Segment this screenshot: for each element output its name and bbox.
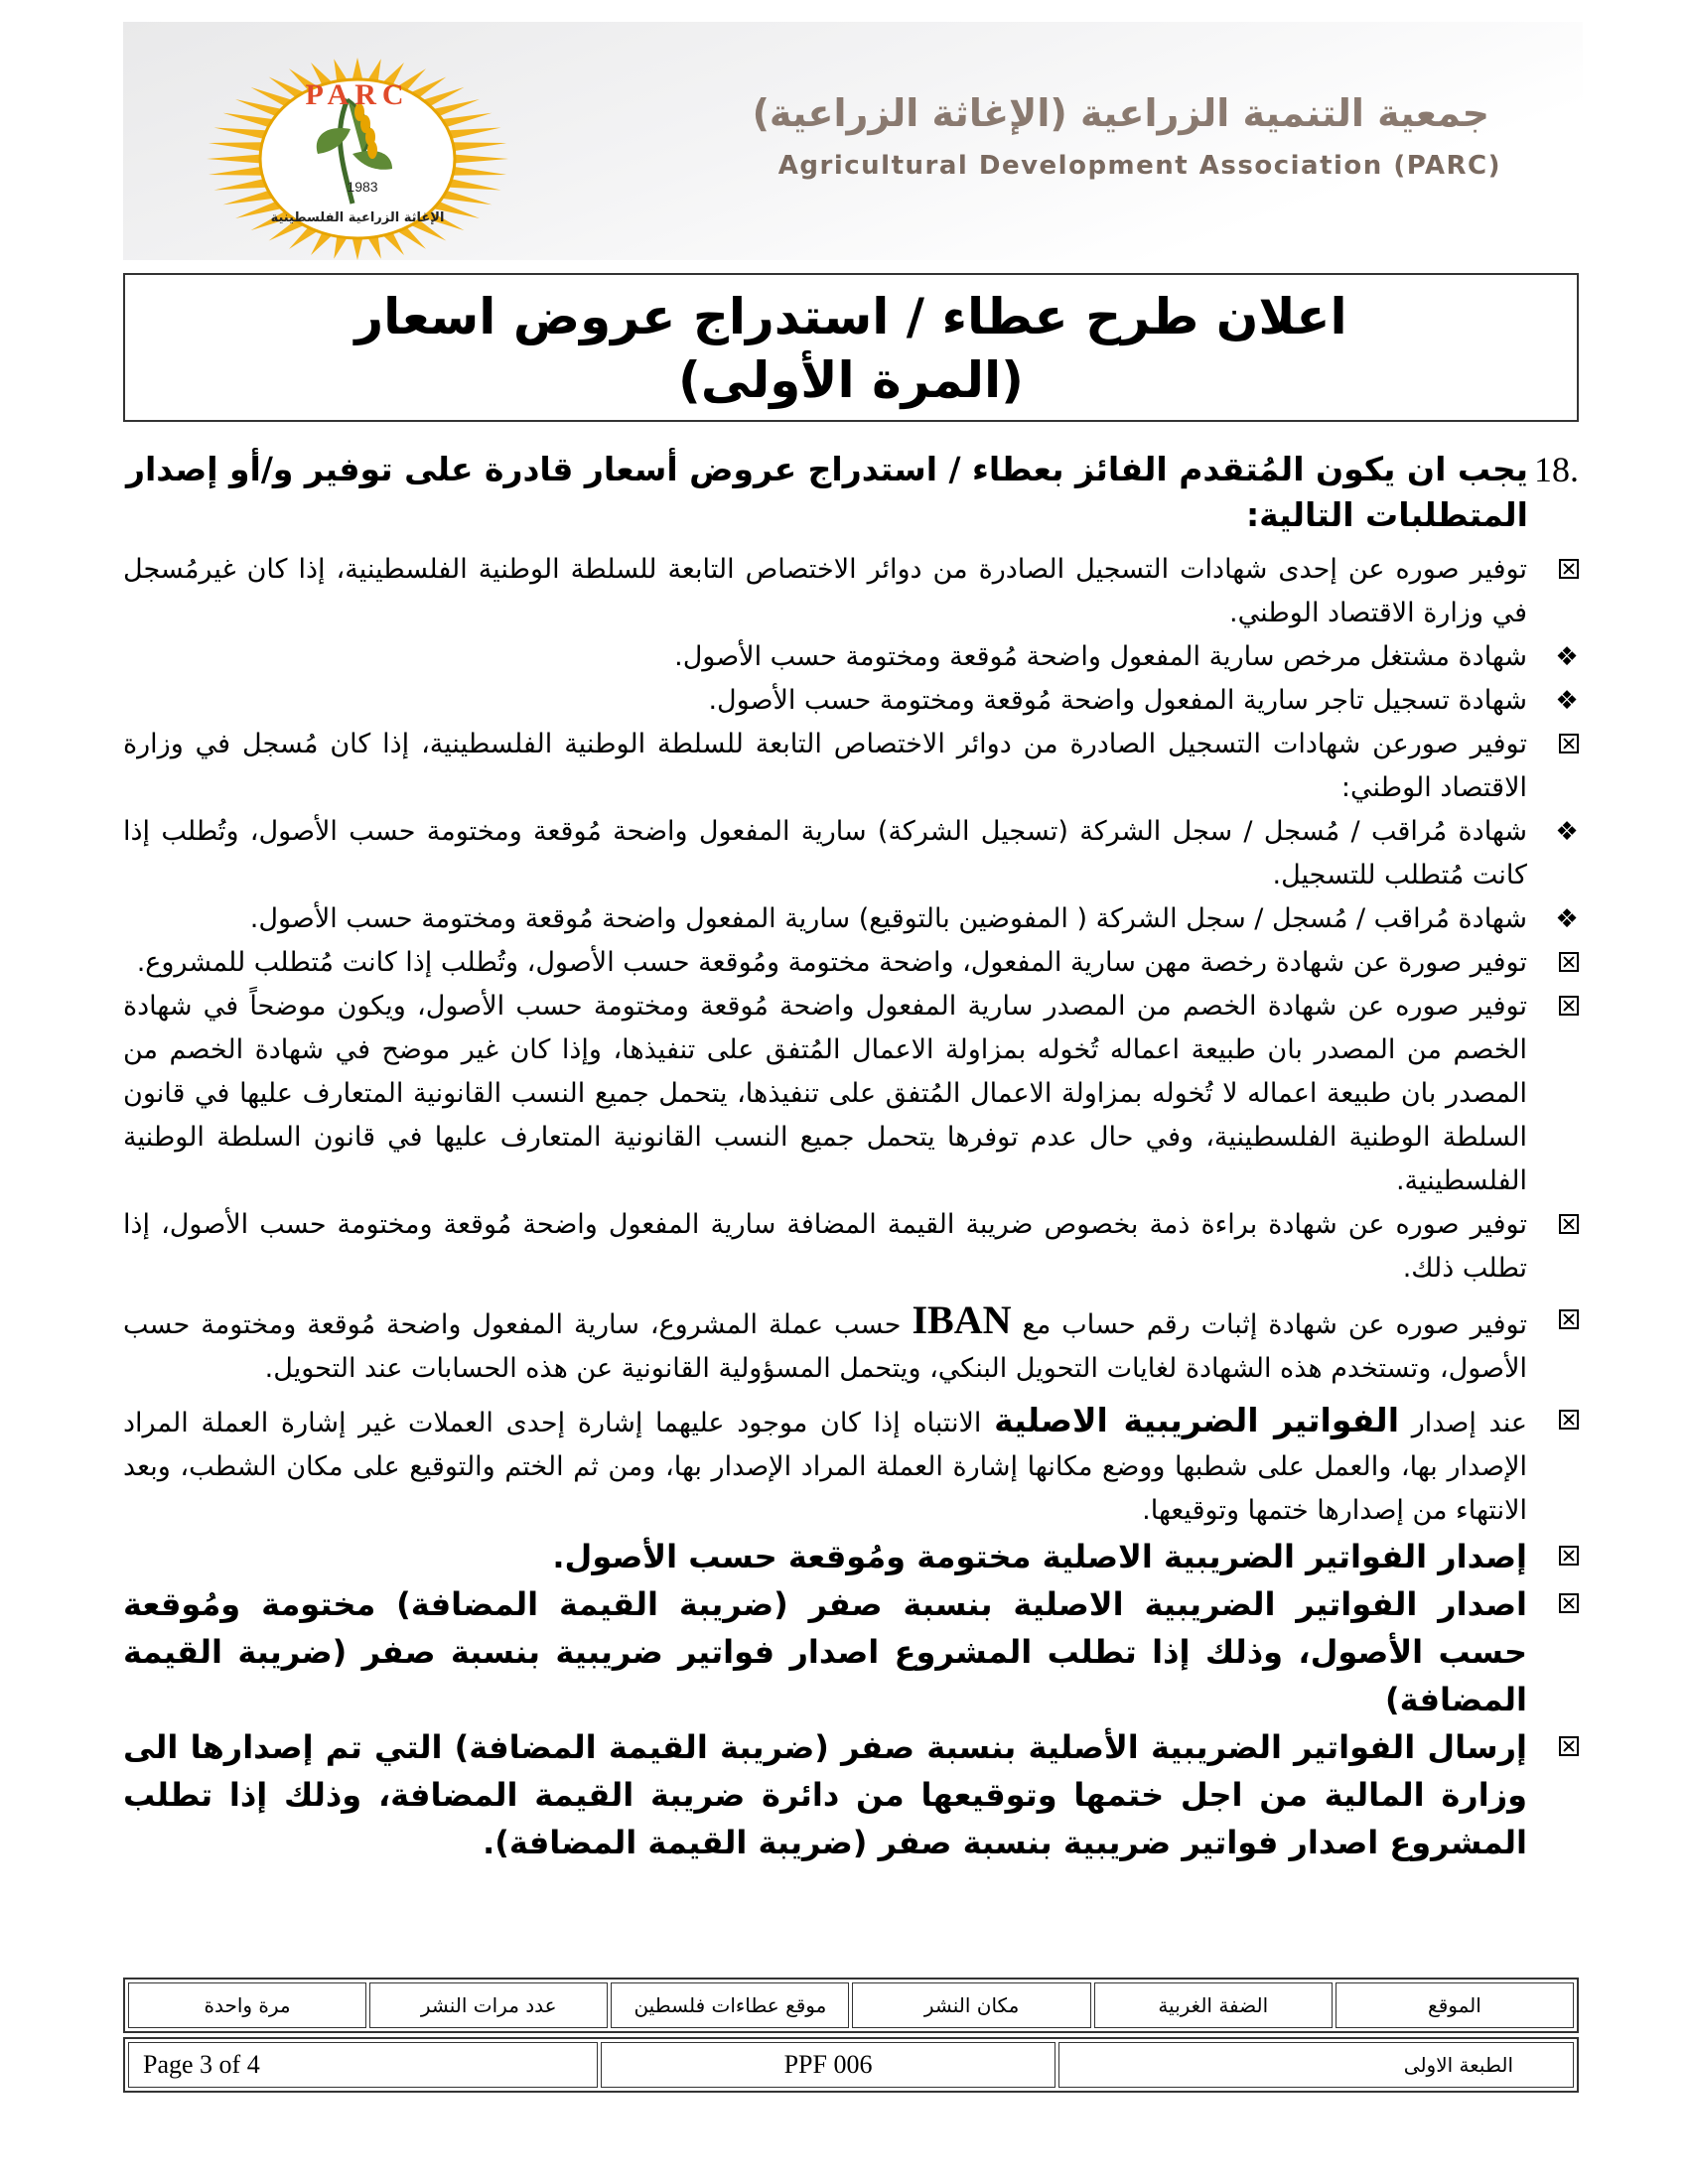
list-item: توفير صوره عن شهادة براءة ذمة بخصوص ضريبة القيمة المضافة سارية المفعول واضحة مُوقعة ومختومة حسب الأصول، إذا تطلب ذلك. [123,1203,1579,1291]
section-number: .18 [1534,450,1579,489]
checkbox-cross-icon [1559,1214,1579,1234]
list-item: ❖ شهادة تسجيل تاجر سارية المفعول واضحة مُوقعة ومختومة حسب الأصول. [708,685,1579,716]
footer-cell: عدد مرات النشر [369,1982,608,2028]
footer-cell: موقع عطاءات فلسطين [611,1982,849,2028]
checkbox-cross-icon [1559,1593,1579,1613]
checkbox-cross-icon [1559,1309,1579,1329]
list-item: اصدار الفواتير الضريبية الاصلية بنسبة صفر (ضريبة القيمة المضافة) مختومة ومُوقعة حسب الأصول، وذلك إذا تطلب المشروع اصدار فواتير ضريبية بنسبة صفر (ضريبة القيمة المضافة) [123,1580,1579,1723]
edition-label: الطبعة الاولى [1058,2042,1574,2088]
checkbox-cross-icon [1559,1546,1579,1566]
list-item: إرسال الفواتير الضريبية الأصلية بنسبة صفر (ضريبة القيمة المضافة) التي تم إصدارها الى وزارة المالية من اجل ختمها وتوقيعها من دائرة ضريبة القيمة المضافة، وذلك إذا تطلب المشروع اصدار فواتير ضريبية بنسبة صفر (ضريبة القيمة المضافة). [123,1723,1579,1866]
announcement-title-box [123,273,1579,422]
footer-cell: الموقع [1336,1982,1574,2028]
list-item: ❖ شهادة مُراقب / مُسجل / سجل الشركة (تسجيل الشركة) سارية المفعول واضحة مُوقعة ومختومة حسب الأصول، وتُطلب إذا كانت مُتطلب للتسجيل. [123,816,1579,890]
checkbox-cross-icon [1559,952,1579,972]
list-item: ❖ شهادة مشتغل مرخص سارية المفعول واضحة مُوقعة ومختومة حسب الأصول. [674,641,1579,672]
parc-logo [204,55,511,263]
list-item: توفير صوره عن شهادة إثبات رقم حساب مع IBAN حسب عملة المشروع، سارية المفعول واضحة مُوقعة ومختومة حسب الأصول، وتستخدم هذه الشهادة لغايات التحويل البنكي، ويتحمل المسؤولية القانونية عن هذه الحسابات عند التحويل. [123,1298,1579,1391]
list-item: توفير صوره عن شهادة الخصم من المصدر سارية المفعول واضحة مُوقعة ومختومة حسب الأصول، ويكون موضحاً في شهادة الخصم من المصدر بان طبيعة اعماله تُخوله بمزاولة الاعمال المُتفق على تنفيذها، وإذا كان غير موضح في شهادة الخصم من المصدر بان طبيعة اعماله لا تُخوله بمزاولة الاعمال المُتفق على تنفيذها، يتحمل جميع النسب القانونية المتعارف عليها في قانون السلطة الوطنية الفلسطينية، وفي حال عدم توفرها يتحمل جميع النسب القانونية المتعارف عليها في قانون السلطة الوطنية الفلسطينية. [123,985,1579,1203]
page-number: Page 3 of 4 [128,2042,598,2088]
list-item: ❖ شهادة مُراقب / مُسجل / سجل الشركة ( المفوضين بالتوقيع) سارية المفعول واضحة مُوقعة ومختومة حسب الأصول. [249,903,1579,934]
checkbox-cross-icon [1559,996,1579,1016]
footer-cell: مرة واحدة [128,1982,366,2028]
org-name-english: Agricultural Development Association (PARC) [777,151,1501,181]
document-code: PPF 006 [601,2042,1056,2088]
title-line-2: (المرة الأولى) [678,351,1024,409]
footer-publication-table [123,1978,1579,2033]
bold-phrase: الفواتير الضريبية الاصلية [994,1401,1399,1439]
checkbox-cross-icon [1559,1410,1579,1430]
checkbox-cross-icon [1559,559,1579,579]
list-item: توفير صورعن شهادات التسجيل الصادرة من دوائر الاختصاص التابعة للسلطة الوطنية الفلسطينية، إذا كان مُسجل في وزارة الاقتصاد الوطني: [123,723,1579,810]
list-item: توفير صورة عن شهادة رخصة مهن سارية المفعول، واضحة مختومة ومُوقعة حسب الأصول، وتُطلب إذا كانت مُتطلب للمشروع. [123,941,1579,985]
requirements-section [123,447,1579,1866]
footer-document-info [123,2037,1579,2093]
diamond-bullet-icon: ❖ [1555,642,1579,672]
org-name-arabic: جمعية التنمية الزراعية (الإغاثة الزراعية) [752,91,1489,135]
iban-label: IBAN [912,1297,1012,1342]
title-line-1: اعلان طرح عطاء / استدراج عروض اسعار [354,288,1347,345]
list-item: توفير صوره عن إحدى شهادات التسجيل الصادرة من دوائر الاختصاص التابعة للسلطة الوطنية الفلسطينية، إذا كان غيرمُسجل في وزارة الاقتصاد الوطني. [123,548,1579,635]
section-heading-text: يجب ان يكون المُتقدم الفائز بعطاء / استدراج عروض أسعار قادرة على توفير و/أو إصدار المتطلبات التالية: [125,450,1528,534]
section-heading [123,447,1579,538]
diamond-bullet-icon: ❖ [1555,817,1579,847]
list-item: عند إصدار الفواتير الضريبية الاصلية الانتباه إذا كان موجود عليهما إشارة إحدى العملات غير إشارة العملة المراد الإصدار بها، والعمل على شطبها ووضع مكانها إشارة العملة المراد الإصدار بها، ومن ثم الختم والتوقيع على مكان الشطب، وبعد الانتهاء من إصدارها ختمها وتوقيعها. [123,1399,1579,1533]
logo-text: PARC [305,78,410,111]
footer-cell: مكان النشر [852,1982,1090,2028]
logo-arabic: الإغاثة الزراعية الفلسطينية [270,210,445,225]
diamond-bullet-icon: ❖ [1555,904,1579,934]
checkbox-cross-icon [1559,734,1579,753]
diamond-bullet-icon: ❖ [1555,686,1579,716]
footer-cell: الضفة الغربية [1094,1982,1333,2028]
logo-year: 1983 [347,179,378,195]
list-item: إصدار الفواتير الضريبية الاصلية مختومة ومُوقعة حسب الأصول. [123,1533,1579,1580]
checkbox-cross-icon [1559,1736,1579,1756]
